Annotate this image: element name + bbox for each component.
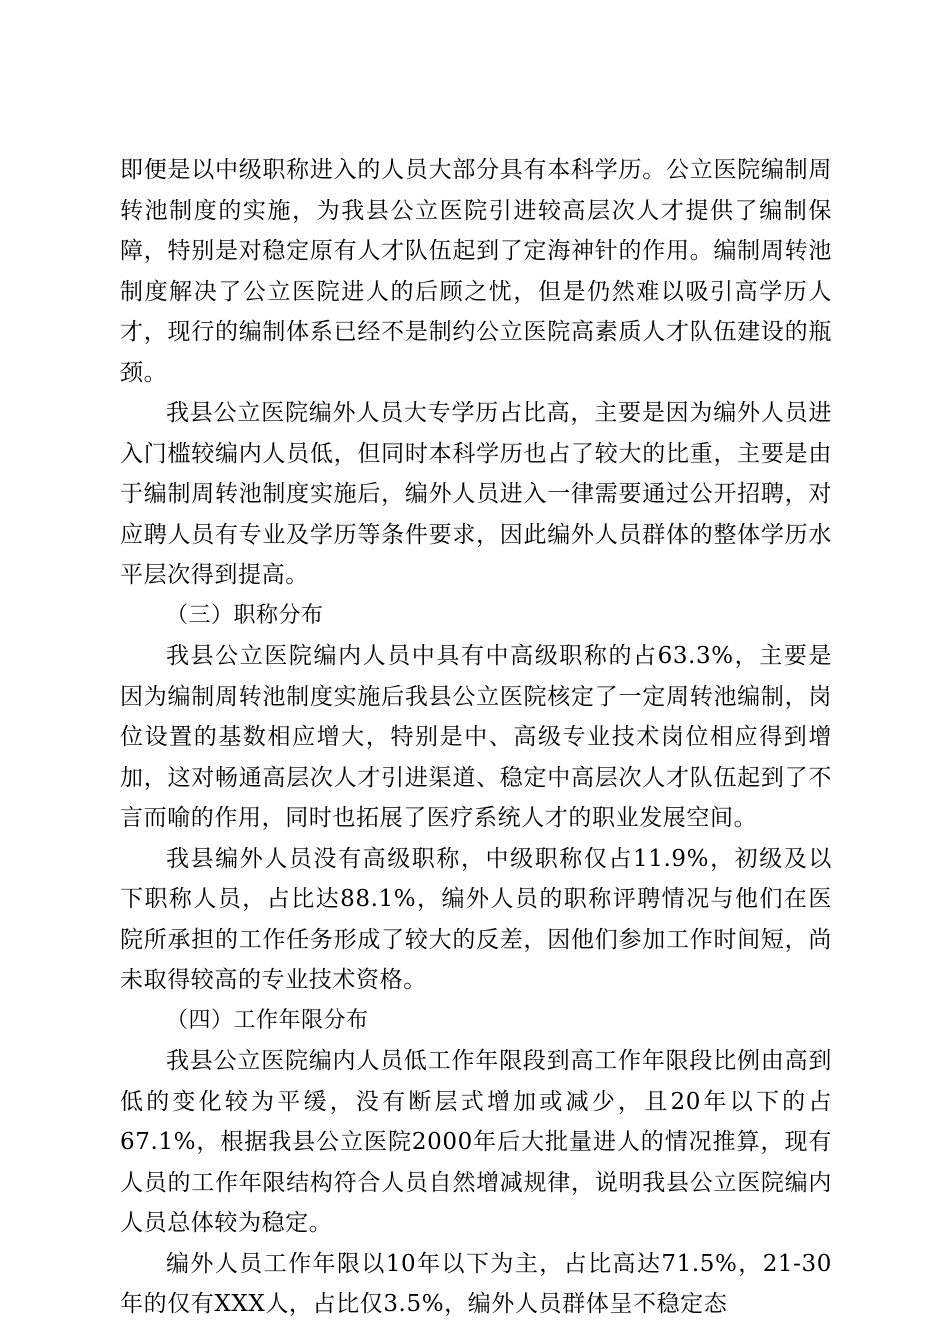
paragraph-staff-work-years: 我县公立医院编内人员低工作年限段到高工作年限段比例由高到低的变化较为平缓，没有断层式增加或减少，且20年以下的占67.1%，根据我县公立医院2000年后大批量进人的情况推算，现有人员的工作年限结构符合人员自然增减规律，说明我县公立医院编内人员总体较为稳定。	[120, 1048, 832, 1236]
document-page	[120, 150, 832, 1325]
paragraph-contract-staff-titles: 我县编外人员没有高级职称，中级职称仅占11.9%，初级及以下职称人员，占比达88.1%，编外人员的职称评聘情况与他们在医院所承担的工作任务形成了较大的反差，因他们参加工作时间短，尚未取得较高的专业技术资格。	[120, 845, 832, 993]
paragraph-education-continued: 即便是以中级职称进入的人员大部分具有本科学历。公立医院编制周转池制度的实施，为我县公立医院引进较高层次人才提供了编制保障，特别是对稳定原有人才队伍起到了定海神针的作用。编制周转池制度解决了公立医院进人的后顾之忧，但是仍然难以吸引高学历人才，现行的编制体系已经不是制约公立医院高素质人才队伍建设的瓶颈。	[120, 157, 832, 386]
paragraph-contract-staff-work-years: 编外人员工作年限以10年以下为主，占比高达71.5%，21-30年的仅有XXX人，占比仅3.5%，编外人员群体呈不稳定态	[120, 1250, 832, 1317]
section-heading-title-distribution: （三）职称分布	[166, 602, 324, 628]
paragraph-contract-staff-education: 我县公立医院编外人员大专学历占比高，主要是因为编外人员进入门槛较编内人员低，但同时本科学历也占了较大的比重，主要是由于编制周转池制度实施后，编外人员进入一律需要通过公开招聘，对应聘人员有专业及学历等条件要求，因此编外人员群体的整体学历水平层次得到提高。	[120, 400, 832, 588]
section-heading-work-years-distribution: （四）工作年限分布	[166, 1007, 369, 1033]
paragraph-staff-titles: 我县公立医院编内人员中具有中高级职称的占63.3%，主要是因为编制周转池制度实施后我县公立医院核定了一定周转池编制，岗位设置的基数相应增大，特别是中、高级专业技术岗位相应得到增加，这对畅通高层次人才引进渠道、稳定中高层次人才队伍起到了不言而喻的作用，同时也拓展了医疗系统人才的职业发展空间。	[120, 643, 832, 831]
